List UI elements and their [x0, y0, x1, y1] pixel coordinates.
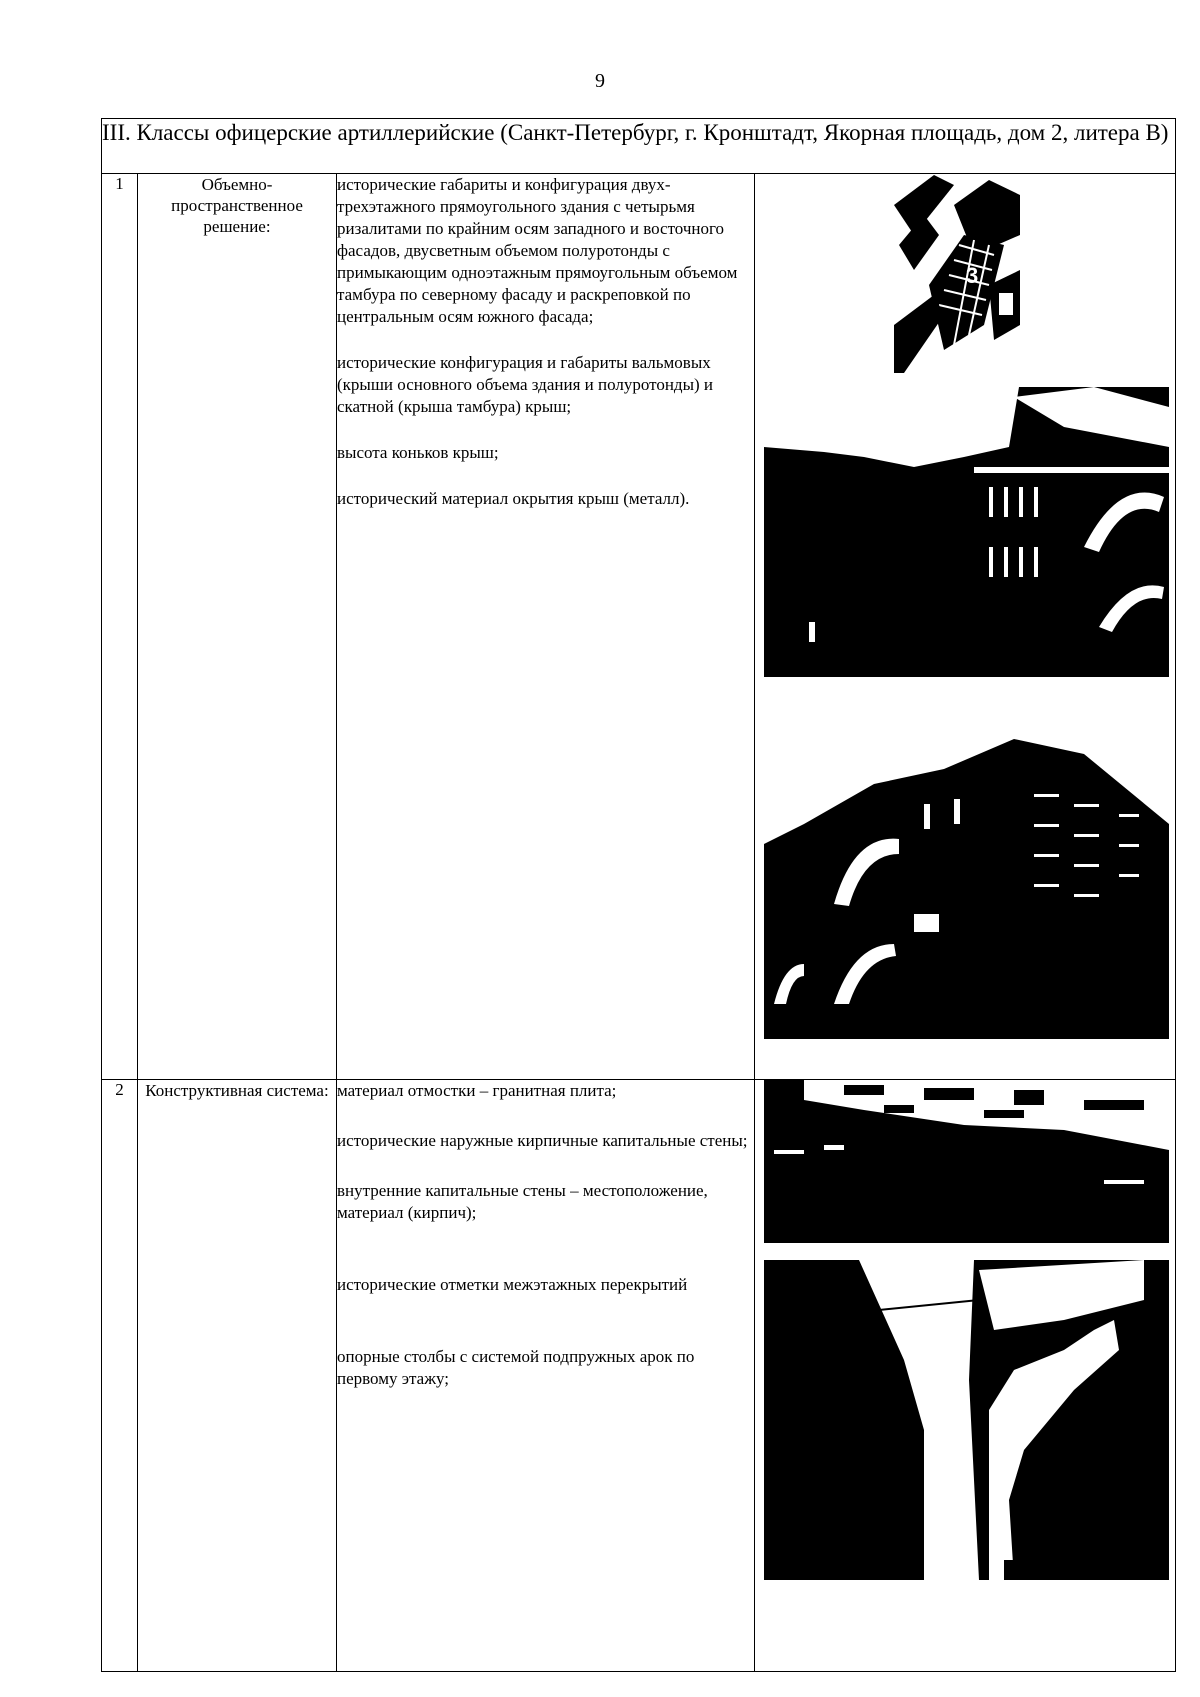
description-item: материал отмостки – гранитная плита; — [337, 1081, 617, 1100]
arch-photo — [764, 1260, 1169, 1580]
facade-photo — [764, 387, 1169, 677]
row-number: 1 — [102, 174, 138, 1080]
row-title: Объемно-пространственное решение: — [138, 174, 337, 1080]
page-number: 9 — [595, 70, 605, 92]
description-item: опорные столбы с системой подпружных арок по первому этажу; — [337, 1347, 695, 1388]
row-title: Конструктивная система: — [138, 1080, 337, 1672]
photo-cell — [755, 174, 1176, 1080]
description-item: исторические отметки межэтажных перекрытий — [337, 1275, 688, 1294]
description-item: исторические наружные кирпичные капитальные стены; — [337, 1131, 748, 1150]
row-description — [337, 174, 755, 1080]
description-item: исторические конфигурация и габариты вальмовых (крыши основного объема здания и полуротонды) и скатной (крыша тамбура) крыш; — [337, 353, 714, 416]
description-item: исторический материал окрытия крыш (металл). — [337, 489, 690, 508]
description-item: исторические габариты и конфигурация двух-трехэтажного прямоугольного здания с четырьмя ризалитами по крайним осям западного и восточного фасадов, двусветным объемом полуротонды с примыкающим одноэтажным прямоугольным объемом тамбура по северному фасаду и раскреповкой по центральным осям южного фасада; — [337, 175, 738, 326]
section-title: III. Классы офицерские артиллерийские (Санкт-Петербург, г. Кронштадт, Якорная площадь, дом 2, литера В) — [102, 119, 1176, 174]
table-row — [102, 1080, 1176, 1672]
foundation-photo — [764, 1080, 1169, 1243]
table-row — [102, 174, 1176, 1080]
description-item: внутренние капитальные стены – местоположение, материал (кирпич); — [337, 1181, 708, 1222]
monument-table — [101, 118, 1176, 1672]
description-item: высота коньков крыш; — [337, 443, 499, 462]
photo-cell — [755, 1080, 1176, 1672]
site-map-image — [894, 175, 1020, 373]
section-header-row — [102, 119, 1176, 174]
building-photo — [764, 714, 1169, 1039]
row-number: 2 — [102, 1080, 138, 1672]
map-label: 3 — [966, 263, 979, 288]
row-description — [337, 1080, 755, 1672]
